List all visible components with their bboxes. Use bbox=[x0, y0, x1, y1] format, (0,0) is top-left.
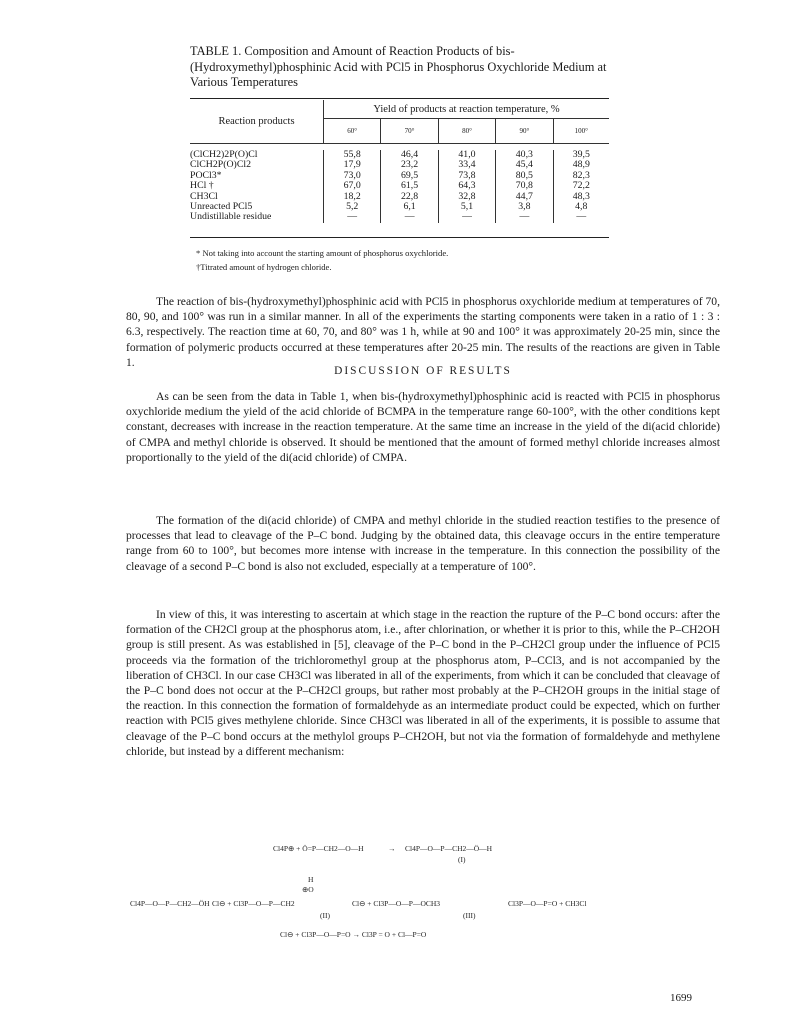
table-caption: TABLE 1. Composition and Amount of Reaction Products of bis-(Hydroxymethyl)phosphinic Acid with PCl5 in Phosphorus Oxychloride Medium at Various Temperatures bbox=[190, 44, 607, 89]
page-number: 1699 bbox=[670, 992, 692, 1004]
product-name: Undistillable residue bbox=[190, 211, 272, 223]
table-cell: 17,9 bbox=[324, 160, 381, 170]
table-cell: — bbox=[553, 212, 609, 222]
paragraph: The reaction of bis-(hydroxymethyl)phosphinic acid with PCl5 in phosphorus oxychloride medium at temperatures of 70, 80, 90, and 100° was run in a similar manner. In all of the experiments the starting components were taken in a ratio of 1 : 3 : 6.3, respectively. The reaction time at 60, 70, and 80° was 1 h, while at 90 and 100° it was approximately 20-25 min, since the formation of polymeric products occurred at these temperatures after 20-25 min. The results of the reactions are given in Table 1. bbox=[126, 295, 720, 369]
paragraph: In view of this, it was interesting to ascertain at which stage in the reaction the rupture of the P–C bond occurs: after the formation of the CH2Cl group at the phosphorus atom, i.e., after chlorination, or whether it is prior to this, while the P–CH2OH group is still present. As was established in [5], cleavage of the P–C bond in the P–CH2Cl group under the influence of PCl5 proceeds via the formation of the trichloromethyl group at the phosphorus atom, P–CCl3, and is not accompanied by the liberation of CH3Cl. In our case CH3Cl was liberated in all of the experiments, from which it can be concluded that cleavage of the P–C bond does not occur at the P–CH2Cl groups, but rather most probably at the P–CH2OH groups in the initial stage of the reaction. In this connection the formation of formaldehyde as an intermediate product could be expected, which on further reaction with PCl5 gives methylene chloride. Since CH3Cl was liberated in all of the experiments, it is possible to assume that cleavage of the P–C bond occurs at the methylol groups P–CH2OH, but not via the formation of formaldehyde and methylene chloride, but instead by a different mechanism: bbox=[126, 608, 720, 758]
table-cell: 46,4 bbox=[381, 150, 438, 160]
table-row bbox=[190, 181, 609, 191]
footnote: †Titrated amount of hydrogen chloride. bbox=[196, 261, 332, 272]
product-name: HCl † bbox=[190, 180, 214, 192]
product-name: CH3Cl bbox=[190, 190, 218, 202]
table-cell: 80,5 bbox=[496, 171, 553, 181]
table-cell: 44,7 bbox=[496, 192, 553, 202]
scheme-text: Cl4P—O—P—CH2—Ö—H bbox=[405, 844, 493, 853]
table-cell: 33,4 bbox=[438, 160, 495, 170]
results-table bbox=[190, 100, 609, 225]
table-cell: 45,4 bbox=[496, 160, 553, 170]
temp-header: 80° bbox=[438, 119, 495, 144]
table-cell: 22,8 bbox=[381, 192, 438, 202]
temp-header: 60° bbox=[324, 119, 381, 144]
table-cell: — bbox=[381, 212, 438, 222]
paragraph: The formation of the di(acid chloride) of CMPA and methyl chloride in the studied reaction testifies to the presence of processes that lead to cleavage of the P–C bond. Judging by the obtained data, this cleavage occurs in the entire temperature range from 60 to 100°, but becomes more intense with increase in the temperature. In this connection the possibility of the cleavage of a second P–C bond is also not excluded, especially at a temperature of 100°. bbox=[126, 514, 720, 573]
table-row bbox=[190, 171, 609, 181]
scheme-text: ⊕O bbox=[302, 885, 314, 894]
scheme-text: Cl⊖ + Cl3P—O—P—CH2 bbox=[212, 899, 295, 908]
scheme-text: Cl3P—O—P=O + CH3Cl bbox=[508, 899, 587, 908]
table-cell: 32,8 bbox=[438, 192, 495, 202]
table-cell: 6,1 bbox=[381, 202, 438, 212]
scheme-label: (III) bbox=[463, 911, 476, 920]
scheme-arrow: → bbox=[388, 844, 396, 853]
table-cell: 69,5 bbox=[381, 171, 438, 181]
table-row bbox=[190, 150, 609, 160]
temp-header: 90° bbox=[496, 119, 553, 144]
product-name: (ClCH2)2P(O)Cl bbox=[190, 149, 258, 160]
table-cell: 61,5 bbox=[381, 181, 438, 191]
table-cell: 48,3 bbox=[553, 192, 609, 202]
table-cell: 41,0 bbox=[438, 150, 495, 160]
table-cell: 23,2 bbox=[381, 160, 438, 170]
scheme-text: Cl⊖ + Cl3P—O—P=O → Cl3P = O + Cl—P=O bbox=[280, 930, 427, 939]
product-name: Unreacted PCl5 bbox=[190, 201, 253, 213]
table-top-rule bbox=[190, 98, 609, 99]
table-cell: — bbox=[496, 212, 553, 222]
group-header: Yield of products at reaction temperature, % bbox=[324, 100, 610, 119]
table-cell: 73,0 bbox=[324, 171, 381, 181]
temp-header: 70° bbox=[381, 119, 438, 144]
table-cell: 5,1 bbox=[438, 202, 495, 212]
footnote: * Not taking into account the starting amount of phosphorus oxychloride. bbox=[196, 248, 449, 258]
section-heading: DISCUSSION OF RESULTS bbox=[334, 365, 512, 377]
reaction-scheme bbox=[120, 840, 700, 940]
table-row bbox=[190, 160, 609, 170]
table-cell: 48,9 bbox=[553, 160, 609, 170]
table-cell: 64,3 bbox=[438, 181, 495, 191]
scheme-label: (I) bbox=[458, 855, 466, 864]
table-cell: 82,3 bbox=[553, 171, 609, 181]
table-cell: 18,2 bbox=[324, 192, 381, 202]
table-cell: — bbox=[324, 212, 381, 222]
table-row bbox=[190, 192, 609, 202]
table-cell: 4,8 bbox=[553, 202, 609, 212]
scheme-text: Cl4P⊕ + Ö=P—CH2—O—H bbox=[273, 844, 364, 853]
table-cell: — bbox=[438, 212, 495, 222]
table-cell: 70,8 bbox=[496, 181, 553, 191]
scheme-text: Cl⊖ + Cl3P—O—P—OCH3 bbox=[352, 899, 441, 908]
scheme-text: Cl4P—O—P—CH2—ÖH bbox=[130, 899, 210, 908]
table-cell: 5,2 bbox=[324, 202, 381, 212]
table-cell: 39,5 bbox=[553, 150, 609, 160]
row-header: Reaction products bbox=[218, 116, 295, 127]
table-row bbox=[190, 212, 609, 222]
table-bottom-rule bbox=[190, 237, 609, 238]
scheme-label: (II) bbox=[320, 911, 330, 920]
table-cell: 67,0 bbox=[324, 181, 381, 191]
product-name: POCl3* bbox=[190, 169, 222, 181]
product-name: ClCH2P(O)Cl2 bbox=[190, 159, 251, 171]
paragraph: As can be seen from the data in Table 1, when bis-(hydroxymethyl)phosphinic acid is reacted with PCl5 in phosphorus oxychloride medium the yield of the acid chloride of BCMPA in the temperature range 60-100°, with the other conditions kept constant, decreases with increase in the reaction temperature. At the same time an increase in the yield of the di(acid chloride) of CMPA and methyl chloride is observed. It should be mentioned that the amount of formed methyl chloride increases almost proportionally to the yield of the di(acid chloride) of CMPA. bbox=[126, 390, 720, 464]
table-cell: 40,3 bbox=[496, 150, 553, 160]
table-cell: 55,8 bbox=[324, 150, 381, 160]
table-cell: 73,8 bbox=[438, 171, 495, 181]
temp-header: 100° bbox=[553, 119, 609, 144]
table-footnotes bbox=[196, 247, 448, 274]
table-cell: 72,2 bbox=[553, 181, 609, 191]
table-cell: 3,8 bbox=[496, 202, 553, 212]
scheme-text: H bbox=[308, 875, 314, 884]
